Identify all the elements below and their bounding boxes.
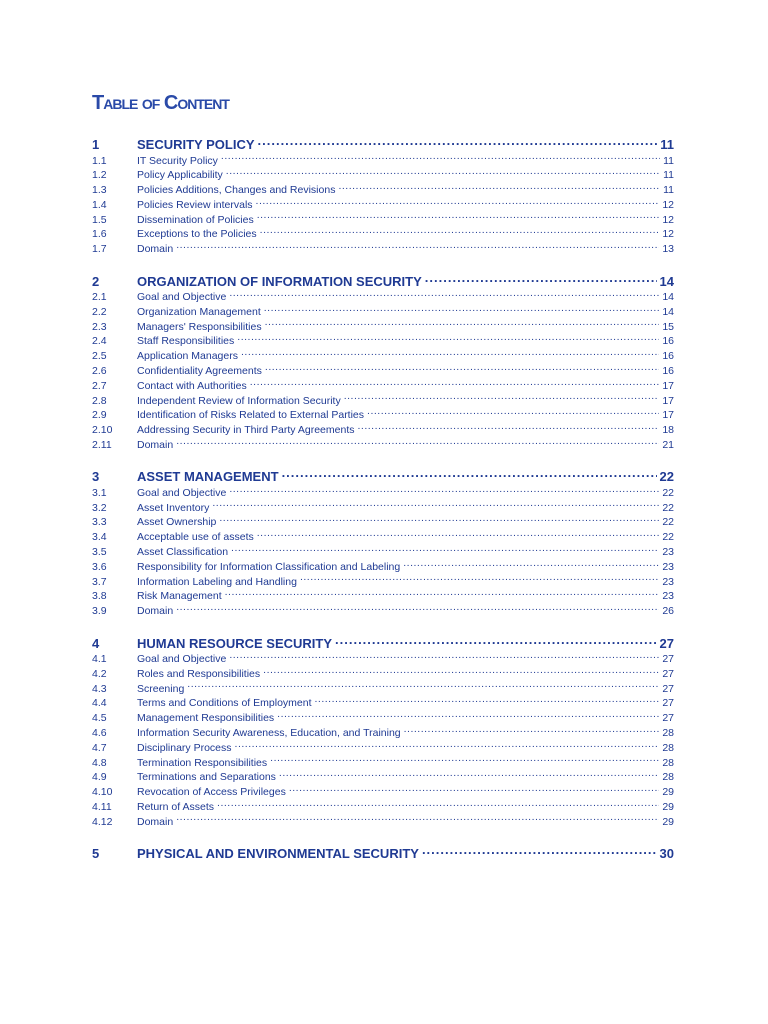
dot-leader: [256, 197, 660, 208]
entry-title: IT Security Policy: [137, 154, 218, 167]
entry-number: 1.5: [92, 213, 107, 226]
entry-number: 3.3: [92, 516, 107, 529]
toc-entry[interactable]: [92, 696, 674, 711]
toc-entry[interactable]: [92, 227, 674, 242]
entry-title: Domain: [137, 439, 174, 452]
section-page-number: 11: [660, 137, 674, 152]
entry-number: 4.9: [92, 771, 107, 784]
section-title: PHYSICAL AND ENVIRONMENTAL SECURITY: [137, 846, 419, 862]
dot-leader: [277, 711, 659, 722]
entry-page-number: 29: [662, 786, 674, 799]
dot-leader: [229, 290, 659, 301]
entry-number: 3.5: [92, 546, 107, 559]
dot-leader: [187, 681, 659, 692]
entry-number: 3.1: [92, 486, 107, 499]
dot-leader: [422, 845, 657, 858]
toc-section-entry[interactable]: [92, 845, 674, 862]
entry-number: 2.5: [92, 350, 107, 363]
entry-title: Goal and Objective: [137, 291, 227, 304]
toc-section-entry[interactable]: [92, 468, 674, 485]
entry-title: Return of Assets: [137, 800, 215, 813]
entry-number: 4.10: [92, 786, 113, 799]
toc-list: [92, 136, 674, 862]
entry-page-number: 28: [662, 771, 674, 784]
toc-entry[interactable]: [92, 290, 674, 305]
toc-entry[interactable]: [92, 168, 674, 183]
dot-leader: [425, 273, 657, 286]
section-title: ORGANIZATION OF INFORMATION SECURITY: [137, 273, 422, 289]
entry-title: Identification of Risks Related to External Parties: [137, 409, 365, 422]
entry-number: 3.7: [92, 575, 107, 588]
entry-title: Screening: [137, 682, 185, 695]
entry-title: Policies Additions, Changes and Revisions: [137, 184, 336, 197]
entry-number: 4.11: [92, 800, 112, 813]
entry-number: 1.3: [92, 184, 107, 197]
dot-leader: [219, 515, 659, 526]
entry-title: Independent Review of Information Security: [137, 394, 341, 407]
entry-title: Goal and Objective: [137, 486, 227, 499]
entry-number: 4.4: [92, 697, 107, 710]
entry-page-number: 27: [662, 653, 674, 666]
entry-number: 2.3: [92, 320, 107, 333]
entry-page-number: 14: [662, 291, 674, 304]
section-title: SECURITY POLICY: [137, 137, 255, 152]
toc-section-entry[interactable]: [92, 136, 674, 153]
section-page-number: 27: [659, 635, 674, 651]
entry-page-number: 22: [662, 501, 674, 514]
entry-title: Information Security Awareness, Education, and Training: [137, 727, 401, 739]
section-number: 2: [92, 273, 100, 289]
toc-entry[interactable]: [92, 153, 674, 168]
dot-leader: [250, 378, 660, 389]
entry-title: Goal and Objective: [137, 653, 227, 666]
toc-entry[interactable]: [92, 652, 674, 667]
entry-number: 4.2: [92, 667, 107, 680]
dot-leader: [263, 666, 659, 677]
entry-title: Policies Review intervals: [137, 198, 253, 211]
toc-entry[interactable]: [92, 500, 674, 515]
toc-entry[interactable]: [92, 183, 674, 198]
dot-leader: [229, 652, 659, 663]
entry-title: Terms and Conditions of Employment: [137, 697, 312, 710]
entry-page-number: 27: [662, 682, 674, 695]
toc-entry[interactable]: [92, 438, 674, 453]
entry-title: Acceptable use of assets: [137, 531, 254, 544]
section-number: 4: [92, 635, 100, 651]
toc-entry[interactable]: [92, 423, 674, 438]
toc-section: [92, 468, 674, 618]
entry-page-number: 16: [662, 350, 674, 363]
entry-page-number: 21: [662, 439, 674, 452]
entry-number: 3.8: [92, 590, 107, 603]
dot-leader: [260, 227, 660, 238]
toc-entry[interactable]: [92, 530, 674, 545]
dot-leader: [282, 468, 657, 481]
toc-entry[interactable]: [92, 799, 674, 814]
entry-title: Contact with Authorities: [137, 379, 247, 392]
dot-leader: [403, 559, 659, 570]
dot-leader: [289, 785, 659, 796]
toc-entry[interactable]: [92, 604, 674, 619]
entry-page-number: 22: [662, 516, 674, 529]
entry-number: 2.9: [92, 409, 107, 422]
dot-leader: [258, 136, 658, 149]
entry-number: 3.2: [92, 501, 107, 514]
entry-page-number: 12: [662, 228, 674, 241]
toc-entry[interactable]: [92, 785, 674, 800]
entry-page-number: 28: [662, 727, 674, 739]
toc-heading: Table of Content: [92, 92, 229, 114]
toc-entry[interactable]: [92, 408, 674, 423]
entry-number: 4.12: [92, 815, 113, 828]
entry-number: 4.3: [92, 682, 107, 695]
entry-number: 2.10: [92, 424, 113, 437]
entry-page-number: 22: [662, 531, 674, 544]
entry-title: Domain: [137, 815, 174, 828]
entry-number: 2.11: [92, 439, 112, 452]
entry-number: 4.8: [92, 756, 107, 769]
toc-entry[interactable]: [92, 378, 674, 393]
entry-title: Information Labeling and Handling: [137, 575, 297, 588]
entry-title: Staff Responsibilities: [137, 335, 235, 348]
entry-page-number: 12: [662, 198, 674, 211]
entry-title: Asset Inventory: [137, 501, 210, 514]
section-page-number: 22: [659, 469, 674, 485]
entry-page-number: 23: [662, 546, 674, 559]
dot-leader: [176, 438, 659, 449]
entry-page-number: 11: [663, 169, 674, 182]
entry-title: Exceptions to the Policies: [137, 228, 257, 241]
dot-leader: [176, 604, 659, 615]
entry-page-number: 11: [663, 154, 674, 167]
entry-number: 3.6: [92, 560, 107, 573]
entry-page-number: 29: [662, 800, 674, 813]
dot-leader: [315, 696, 660, 707]
entry-number: 4.7: [92, 741, 107, 754]
dot-leader: [235, 740, 660, 751]
entry-number: 1.6: [92, 228, 107, 241]
toc-entry[interactable]: [92, 393, 674, 408]
entry-title: Domain: [137, 605, 174, 618]
dot-leader: [358, 423, 660, 434]
dot-leader: [335, 635, 657, 648]
dot-leader: [257, 530, 660, 541]
dot-leader: [344, 393, 660, 404]
toc-entry[interactable]: [92, 349, 674, 364]
entry-page-number: 29: [662, 815, 674, 828]
entry-number: 4.5: [92, 712, 107, 725]
toc-entry[interactable]: [92, 574, 674, 589]
entry-title: Disciplinary Process: [137, 741, 232, 754]
toc-entry[interactable]: [92, 319, 674, 334]
entry-title: Risk Management: [137, 590, 222, 603]
dot-leader: [404, 726, 660, 737]
dot-leader: [265, 319, 660, 330]
entry-title: Addressing Security in Third Party Agreements: [137, 424, 355, 437]
entry-page-number: 23: [662, 575, 674, 588]
entry-page-number: 11: [663, 184, 674, 197]
entry-page-number: 16: [662, 365, 674, 378]
entry-title: Responsibility for Information Classification and Labeling: [137, 560, 401, 573]
entry-number: 2.8: [92, 394, 107, 407]
entry-title: Dissemination of Policies: [137, 213, 254, 226]
entry-number: 2.2: [92, 305, 107, 318]
dot-leader: [257, 212, 660, 223]
entry-page-number: 28: [662, 756, 674, 769]
entry-number: 1.1: [92, 154, 107, 167]
toc-entry[interactable]: [92, 726, 674, 741]
toc-entry[interactable]: [92, 515, 674, 530]
document-page: [92, 88, 674, 878]
toc-entry[interactable]: [92, 545, 674, 560]
entry-title: Asset Classification: [137, 546, 229, 559]
dot-leader: [225, 589, 660, 600]
entry-title: Organization Management: [137, 305, 261, 318]
entry-number: 2.4: [92, 335, 107, 348]
entry-title: Terminations and Separations: [137, 771, 276, 784]
dot-leader: [300, 574, 659, 585]
toc-entry[interactable]: [92, 485, 674, 500]
dot-leader: [279, 770, 659, 781]
entry-title: Asset Ownership: [137, 516, 217, 529]
section-number: 1: [92, 137, 100, 152]
toc-entry[interactable]: [92, 755, 674, 770]
toc-section: [92, 136, 674, 257]
entry-number: 2.6: [92, 365, 107, 378]
dot-leader: [231, 545, 659, 556]
section-number: 3: [92, 469, 100, 485]
entry-page-number: 15: [662, 320, 674, 333]
entry-number: 1.7: [92, 243, 107, 256]
section-page-number: 30: [659, 846, 674, 862]
entry-page-number: 17: [662, 409, 674, 422]
dot-leader: [338, 183, 660, 194]
dot-leader: [217, 799, 659, 810]
toc-entry[interactable]: [92, 242, 674, 257]
entry-number: 2.1: [92, 291, 107, 304]
toc-entry[interactable]: [92, 681, 674, 696]
toc-section: [92, 635, 674, 830]
entry-title: Application Managers: [137, 350, 238, 363]
entry-number: 4.6: [92, 727, 107, 739]
toc-section-entry[interactable]: [92, 635, 674, 652]
entry-title: Managers' Responsibilities: [137, 320, 262, 333]
section-title: ASSET MANAGEMENT: [137, 469, 279, 485]
entry-number: 3.9: [92, 605, 107, 618]
toc-entry[interactable]: [92, 334, 674, 349]
entry-number: 1.4: [92, 198, 107, 211]
entry-page-number: 13: [662, 243, 674, 256]
toc-entry[interactable]: [92, 740, 674, 755]
toc-entry[interactable]: [92, 589, 674, 604]
entry-title: Confidentiality Agreements: [137, 365, 262, 378]
entry-page-number: 17: [662, 394, 674, 407]
toc-section: [92, 273, 674, 453]
entry-page-number: 27: [662, 712, 674, 725]
toc-entry[interactable]: [92, 364, 674, 379]
entry-page-number: 26: [662, 605, 674, 618]
entry-title: Revocation of Access Privileges: [137, 786, 286, 799]
entry-number: 1.2: [92, 169, 107, 182]
toc-entry[interactable]: [92, 814, 674, 829]
dot-leader: [226, 168, 660, 179]
section-title: HUMAN RESOURCE SECURITY: [137, 635, 333, 651]
toc-entry[interactable]: [92, 197, 674, 212]
entry-number: 3.4: [92, 531, 107, 544]
dot-leader: [176, 814, 659, 825]
entry-page-number: 14: [662, 305, 674, 318]
dot-leader: [237, 334, 659, 345]
entry-page-number: 27: [662, 667, 674, 680]
toc-entry[interactable]: [92, 304, 674, 319]
dot-leader: [229, 485, 659, 496]
toc-entry[interactable]: [92, 559, 674, 574]
entry-page-number: 22: [662, 486, 674, 499]
toc-section: [92, 845, 674, 862]
entry-title: Roles and Responsibilities: [137, 667, 261, 680]
entry-page-number: 16: [662, 335, 674, 348]
dot-leader: [241, 349, 659, 360]
entry-page-number: 28: [662, 741, 674, 754]
entry-title: Domain: [137, 243, 174, 256]
dot-leader: [367, 408, 659, 419]
section-page-number: 14: [659, 273, 674, 289]
dot-leader: [176, 242, 659, 253]
entry-title: Policy Applicability: [137, 169, 223, 182]
dot-leader: [221, 153, 660, 164]
entry-title: Termination Responsibilities: [137, 756, 268, 769]
section-number: 5: [92, 846, 100, 862]
toc-entry[interactable]: [92, 666, 674, 681]
entry-page-number: 23: [662, 590, 674, 603]
entry-page-number: 27: [662, 697, 674, 710]
entry-number: 4.1: [92, 653, 107, 666]
toc-section-entry[interactable]: [92, 273, 674, 290]
dot-leader: [270, 755, 659, 766]
dot-leader: [265, 364, 659, 375]
entry-title: Management Responsibilities: [137, 712, 275, 725]
entry-page-number: 12: [662, 213, 674, 226]
dot-leader: [212, 500, 659, 511]
entry-page-number: 23: [662, 560, 674, 573]
toc-entry[interactable]: [92, 770, 674, 785]
entry-number: 2.7: [92, 379, 107, 392]
toc-entry[interactable]: [92, 212, 674, 227]
toc-entry[interactable]: [92, 711, 674, 726]
dot-leader: [264, 304, 660, 315]
entry-page-number: 18: [662, 424, 674, 437]
entry-page-number: 17: [662, 379, 674, 392]
